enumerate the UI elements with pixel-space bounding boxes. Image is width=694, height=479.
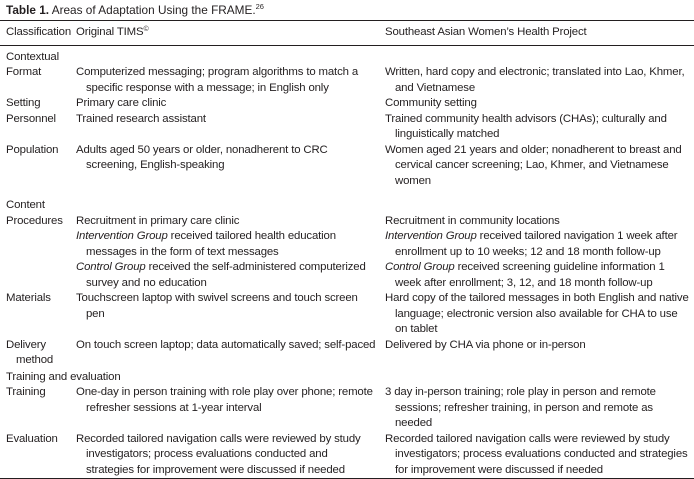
cell-text bbox=[76, 229, 377, 260]
table-title: Areas of Adaptation Using the FRAME. bbox=[51, 3, 256, 17]
section-row-training-evaluation bbox=[0, 369, 694, 386]
group-label: Intervention Group bbox=[385, 230, 477, 242]
cell-text bbox=[76, 260, 377, 291]
cell-original bbox=[76, 112, 385, 143]
header-original-label: Original TIMS bbox=[76, 26, 144, 38]
table-row-personnel bbox=[0, 112, 694, 143]
cell-text: Primary care clinic bbox=[76, 97, 167, 109]
table-row-setting bbox=[0, 96, 694, 112]
group-text: received tailored navigation 1 week after enrollment up to 10 weeks; 12 and 18 month follow-up bbox=[395, 230, 678, 258]
table-row-format bbox=[0, 65, 694, 96]
table-row-evaluation bbox=[0, 432, 694, 479]
group-label: Intervention Group bbox=[76, 230, 168, 242]
table-row-procedures bbox=[0, 214, 694, 292]
cell-original bbox=[76, 96, 385, 112]
adaptation-table bbox=[0, 20, 694, 479]
group-text: received the self-administered computerized survey and no education bbox=[86, 261, 366, 289]
cell-text: Computerized messaging; program algorithms to match a specific response with a message; in English only bbox=[76, 66, 359, 94]
cell-text: Trained community health advisors (CHAs); culturally and linguistically matched bbox=[385, 112, 667, 140]
cell-text: Recorded tailored navigation calls were reviewed by study investigators; process evaluations conducted and strategies for improvement were discussed if needed bbox=[76, 432, 361, 476]
header-sea-womens-health: Southeast Asian Women’s Health Project bbox=[385, 21, 694, 46]
group-label: Control Group bbox=[76, 261, 146, 273]
table-row-population bbox=[0, 143, 694, 198]
table-row-training bbox=[0, 385, 694, 432]
cell-text bbox=[385, 229, 691, 260]
cell-text: Hard copy of the tailored messages in both English and native language; electronic version also available for CHA to use on tablet bbox=[385, 292, 689, 335]
cell-text: Recruitment in primary care clinic bbox=[76, 214, 240, 227]
row-label: Procedures bbox=[6, 214, 63, 227]
reference-number: 26 bbox=[255, 2, 264, 11]
cell-adapted bbox=[385, 65, 694, 96]
row-label: Personnel bbox=[6, 112, 56, 125]
row-label: Population bbox=[6, 143, 59, 156]
table-row-delivery bbox=[0, 338, 694, 369]
table-label: Table 1. bbox=[6, 3, 50, 17]
cell-adapted bbox=[385, 291, 694, 338]
group-text: received screening guideline information 1 week after enrollment; 3, 12, and 18 month follow-up bbox=[395, 261, 665, 289]
section-training-evaluation: Training and evaluation bbox=[6, 370, 121, 383]
cell-text: Community setting bbox=[385, 97, 477, 109]
cell-adapted bbox=[385, 112, 694, 143]
row-label-text: Delivery method bbox=[6, 338, 54, 366]
cell-original bbox=[76, 214, 385, 292]
cell-text: Written, hard copy and electronic; translated into Lao, Khmer, and Vietnamese bbox=[385, 66, 685, 94]
copyright-mark: © bbox=[143, 26, 149, 33]
cell-adapted bbox=[385, 214, 694, 292]
cell-text: Recruitment in community locations bbox=[385, 214, 560, 227]
cell-original bbox=[76, 291, 385, 338]
cell-original bbox=[76, 65, 385, 96]
table-row-materials bbox=[0, 291, 694, 338]
group-label: Control Group bbox=[385, 261, 455, 273]
row-label: Format bbox=[6, 66, 42, 78]
section-row-contextual bbox=[0, 45, 694, 65]
cell-adapted bbox=[385, 338, 694, 369]
section-content: Content bbox=[6, 199, 45, 211]
cell-original bbox=[76, 143, 385, 198]
section-contextual: Contextual bbox=[6, 50, 59, 63]
cell-text: 3 day in-person training; role play in person and remote sessions; refresher training, in person and remote as needed bbox=[385, 386, 656, 429]
cell-text: Women aged 21 years and older; nonadherent to breast and cervical cancer screening; Lao, Khmer, and Vietnamese women bbox=[385, 143, 682, 187]
row-label: Materials bbox=[6, 292, 51, 304]
group-text: received tailored health education messages in the form of text messages bbox=[86, 230, 336, 258]
cell-text: Trained research assistant bbox=[76, 112, 206, 125]
section-row-content bbox=[0, 197, 694, 214]
cell-adapted bbox=[385, 385, 694, 432]
cell-text: One-day in person training with role play over phone; remote refresher sessions at 1-year interval bbox=[76, 386, 373, 414]
header-row bbox=[0, 21, 694, 46]
cell-text: Adults aged 50 years or older, nonadherent to CRC screening, English-speaking bbox=[76, 143, 328, 171]
table-body bbox=[0, 45, 694, 479]
cell-adapted bbox=[385, 143, 694, 198]
cell-text bbox=[385, 260, 691, 291]
cell-text: Touchscreen laptop with swivel screens and touch screen pen bbox=[76, 292, 358, 320]
table-caption bbox=[0, 0, 694, 20]
cell-text: On touch screen laptop; data automatically saved; self-paced bbox=[76, 338, 376, 351]
cell-text: Delivered by CHA via phone or in-person bbox=[385, 338, 586, 351]
row-label: Training bbox=[6, 386, 46, 398]
cell-adapted bbox=[385, 432, 694, 479]
header-classification: Classification bbox=[0, 21, 76, 46]
cell-text: Recorded tailored navigation calls were reviewed by study investigators; process evaluations conducted and strategies for improvement were discussed if needed bbox=[385, 432, 688, 476]
cell-original bbox=[76, 432, 385, 479]
cell-original bbox=[76, 385, 385, 432]
table-header bbox=[0, 21, 694, 46]
row-label: Evaluation bbox=[6, 432, 58, 445]
cell-adapted bbox=[385, 96, 694, 112]
cell-original bbox=[76, 338, 385, 369]
row-label: Setting bbox=[6, 97, 41, 109]
header-original-tims bbox=[76, 21, 385, 46]
row-label bbox=[0, 338, 76, 369]
